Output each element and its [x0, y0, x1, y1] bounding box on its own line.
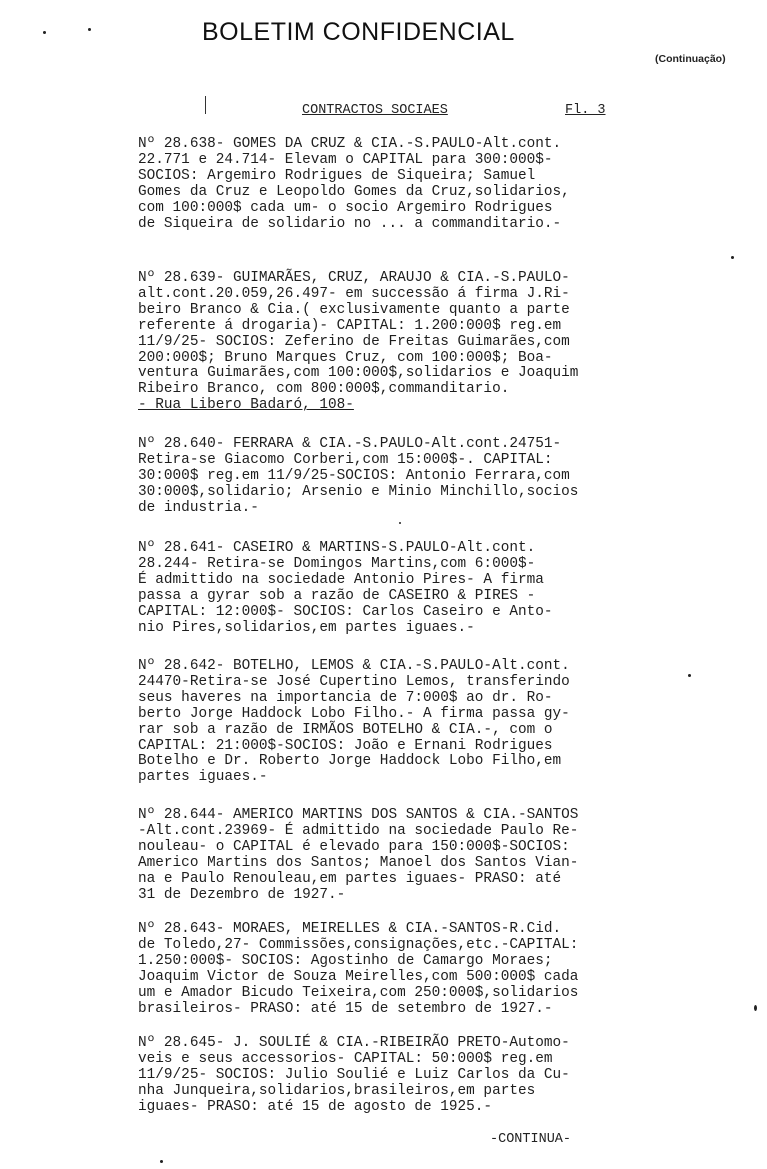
entry-line: Nº 28.645- J. SOULIÉ & CIA.-RIBEIRÃO PRETO-Automo- [138, 1035, 570, 1051]
entry-line: Nº 28.639- GUIMARÃES, CRUZ, ARAUJO & CIA.-S.PAULO- [138, 270, 570, 286]
entry-line: Nº 28.642- BOTELHO, LEMOS & CIA.-S.PAULO-Alt.cont. [138, 658, 570, 674]
entry-line: Retira-se Giacomo Corberi,com 15:000$-. CAPITAL: [138, 451, 553, 468]
entry-line: Ribeiro Branco, com 800:000$,commanditario. [138, 381, 510, 398]
contract-entry [138, 659, 638, 786]
entry-line: 11/9/25- SOCIOS: Julio Soulié e Luiz Carlos da Cu- [138, 1066, 570, 1083]
entry-line: de Toledo,27- Commissões,consignações,etc.-CAPITAL: [138, 936, 579, 953]
entry-line: nio Pires,solidarios,em partes iguaes.- [138, 619, 475, 636]
entry-line: 22.771 e 24.714- Elevam o CAPITAL para 300:000$- [138, 151, 553, 168]
entry-line: CAPITAL: 12:000$- SOCIOS: Carlos Caseiro e Anto- [138, 603, 553, 620]
scan-speck [88, 28, 91, 31]
entry-line: partes iguaes.- [138, 769, 268, 786]
entry-line: CAPITAL: 21:000$-SOCIOS: João e Ernani Rodrigues [138, 737, 553, 754]
folio-number: Fl. 3 [565, 103, 606, 118]
entry-line: iguaes- PRASO: até 15 de agosto de 1925.- [138, 1098, 493, 1115]
entry-line: brasileiros- PRASO: até 15 de setembro de 1927.- [138, 1000, 553, 1017]
entry-line: berto Jorge Haddock Lobo Filho.- A firma passa gy- [138, 705, 570, 722]
entry-line: É admittido na sociedade Antonio Pires- A firma [138, 571, 544, 588]
entry-line: Nº 28.643- MORAES, MEIRELLES & CIA.-SANTOS-R.Cid. [138, 921, 562, 937]
entry-line: de Siqueira de solidario no ... a commanditario.- [138, 215, 562, 232]
entry-line: 30:000$ reg.em 11/9/25-SOCIOS: Antonio Ferrara,com [138, 467, 570, 484]
entry-line: 1.250:000$- SOCIOS: Agostinho de Camargo Moraes; [138, 952, 553, 969]
scan-speck [688, 674, 691, 677]
entry-line: rar sob a razão de IRMÃOS BOTELHO & CIA.-, com o [138, 721, 553, 738]
entry-line: Nº 28.641- CASEIRO & MARTINS-S.PAULO-Alt.cont. [138, 540, 536, 556]
contract-entry [138, 922, 638, 1017]
continuation-label: (Continuação) [655, 53, 726, 65]
entry-line: SOCIOS: Argemiro Rodrigues de Siqueira; Samuel [138, 167, 536, 184]
entry-address: - Rua Libero Badaró, 108- [138, 397, 354, 414]
entry-line: veis e seus accessorios- CAPITAL: 50:000$ reg.em [138, 1050, 553, 1067]
entry-line: Nº 28.640- FERRARA & CIA.-S.PAULO-Alt.cont.24751- [138, 436, 562, 452]
scan-speck [731, 256, 734, 259]
scan-speck [754, 1005, 757, 1011]
entry-line: Nº 28.638- GOMES DA CRUZ & CIA.-S.PAULO-Alt.cont. [138, 136, 562, 152]
entry-line: beiro Branco & Cia.( exclusivamente quanto a parte [138, 301, 570, 318]
page-title: BOLETIM CONFIDENCIAL [202, 18, 515, 46]
scan-speck [399, 522, 401, 524]
entry-line: 11/9/25- SOCIOS: Zeferino de Freitas Guimarães,com [138, 333, 570, 350]
entry-line: 31 de Dezembro de 1927.- [138, 886, 346, 903]
scan-speck [43, 31, 46, 34]
entry-line: um e Amador Bicudo Teixeira,com 250:000$,solidarios [138, 984, 579, 1001]
entry-line: 30:000$,solidario; Arsenio e Minio Minchillo,socios [138, 483, 579, 500]
entry-line: nha Junqueira,solidarios,brasileiros,em partes [138, 1082, 536, 1099]
entry-line: ventura Guimarães,com 100:000$,solidarios e Joaquim [138, 365, 579, 382]
entry-line: seus haveres na importancia de 7:000$ ao dr. Ro- [138, 689, 553, 706]
entry-line: 24470-Retira-se José Cupertino Lemos, transferindo [138, 673, 570, 690]
entry-line: 28.244- Retira-se Domingos Martins,com 6:000$- [138, 555, 536, 572]
entry-line: nouleau- o CAPITAL é elevado para 150:000$-SOCIOS: [138, 838, 570, 855]
contract-entry [138, 541, 638, 636]
margin-mark [205, 96, 206, 114]
entry-line: na e Paulo Renouleau,em partes iguaes- PRASO: até [138, 870, 562, 887]
entry-line: -Alt.cont.23969- É admittido na sociedade Paulo Re- [138, 822, 579, 839]
contract-entry [138, 137, 638, 232]
entry-line: referente á drogaria)- CAPITAL: 1.200:000$ reg.em [138, 317, 562, 334]
contract-entry [138, 271, 638, 414]
entry-line: Gomes da Cruz e Leopoldo Gomes da Cruz,solidarios, [138, 183, 570, 200]
scan-speck [160, 1160, 163, 1163]
contract-entry [138, 1036, 638, 1116]
entry-line: com 100:000$ cada um- o socio Argemiro Rodrigues [138, 199, 553, 216]
entry-line: Americo Martins dos Santos; Manoel dos Santos Vian- [138, 854, 579, 871]
entry-line: 200:000$; Bruno Marques Cruz, com 100:000$; Boa- [138, 349, 553, 366]
section-title: CONTRACTOS SOCIAES [302, 103, 448, 118]
entry-line: Joaquim Victor de Souza Meirelles,com 500:000$ cada [138, 968, 579, 985]
continues-label: -CONTINUA- [490, 1132, 572, 1147]
entry-line: passa a gyrar sob a razão de CASEIRO & PIRES - [138, 587, 536, 604]
entry-line: de industria.- [138, 499, 259, 516]
contract-entry [138, 808, 638, 903]
contract-entry [138, 437, 638, 517]
entry-line: Botelho e Dr. Roberto Jorge Haddock Lobo Filho,em [138, 753, 562, 770]
entry-line: Nº 28.644- AMERICO MARTINS DOS SANTOS & CIA.-SANTOS [138, 807, 579, 823]
entry-line: alt.cont.20.059,26.497- em successão á firma J.Ri- [138, 285, 570, 302]
